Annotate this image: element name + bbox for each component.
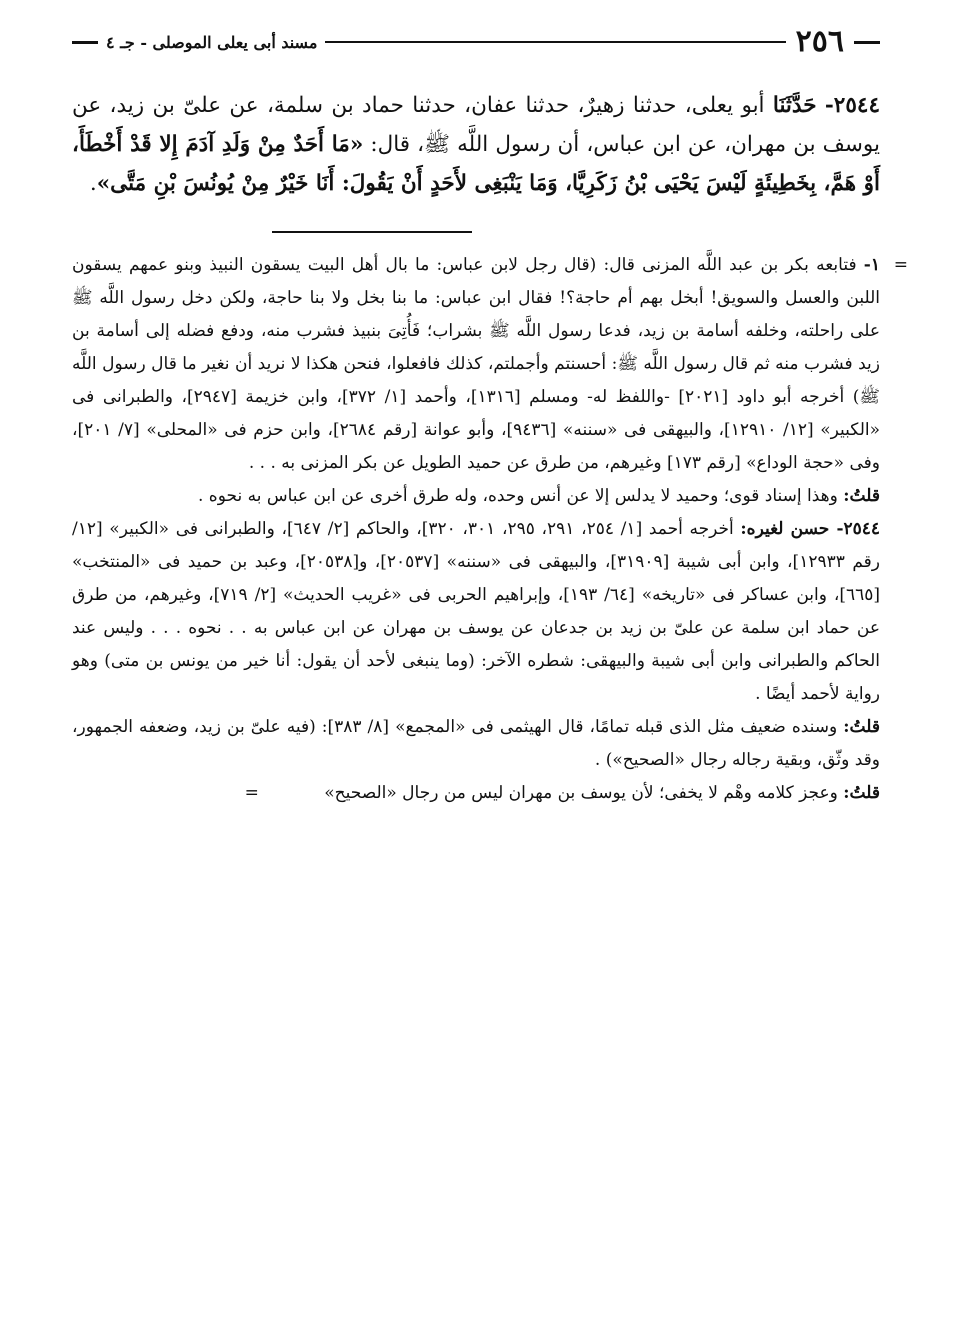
footnote-2544-note-label: قلتُ: <box>843 717 880 737</box>
book-title: مسند أبى يعلى الموصلى - جـ ٤ <box>106 32 318 52</box>
running-header <box>72 18 880 66</box>
page <box>72 18 908 1308</box>
footnote-2544-text: أخرجه أحمد [١/ ٢٥٤، ٢٩١، ٢٩٥، ٣٠١، ٣٢٠]، والحاكم [٢/ ٦٤٧]، والطبرانى فى «الكبير» [١٢/ رقم ١٢٩٣٣]، وابن أبى شيبة [٣١٩٠٩]، والبيهقى فى «سننه» [٢٠٥٣٧]، و[٢٠٥٣٨]، وعبد بن حميد فى «المنتخب» [٦٦٥]، وابن عساكر فى «تاريخه» [٦٤/ ١٩٣]، وإبراهيم الحربى فى «غريب الحديث» [٢/ ٧١٩]، وغيرهم، من طرق عن حماد ابن سلمة عن علىّ بن زيد بن جدعان عن يوسف بن مهران عن ابن عباس به . . نحوه . . . وليس عند الحاكم والطبرانى وابن أبى شيبة والبيهقى: شطره الآخر: (وما ينبغى لأحد أن يقول: أنا خير من يونس بن متى) وهو رواية لأحمد أيضًا . <box>72 519 880 704</box>
footnote-1-note-label: قلتُ: <box>843 486 880 506</box>
footnote-2544-note-text: وسنده ضعيف مثل الذى قبله تمامًا، قال الهيثمى فى «المجمع» [٨/ ٣٨٣]: (فيه علىّ بن زيد، وضعفه الجمهور، وقد وثّق، وبقية رجاله رجال «الصحيح») . <box>72 717 880 770</box>
footnote-final-note-label: قلتُ: <box>843 783 880 803</box>
footnotes <box>72 249 908 810</box>
hadith-number: ٢٥٤٤- <box>824 93 880 118</box>
hadith-end: . <box>89 171 97 196</box>
hadith-matn: «مَا أَحَدٌ مِنْ وَلَدِ آدَمَ إِلا قَدْ أَخْطَأَ، أَوْ هَمَّ، بِخَطِيئَةٍ لَيْسَ يَحْيَى بْنُ زَكَرِيَّا، وَمَا يَنْبَغِى لأَحَدٍ أَنْ يَقُولَ: أَنَا خَيْرٌ مِنْ يُونُسَ بْنِ مَتَّى» <box>72 132 880 196</box>
header-dash-left <box>72 41 98 44</box>
continuation-mark-start: = <box>893 255 908 275</box>
header-dash <box>854 41 880 44</box>
footnote-1-label: ١- <box>863 255 880 275</box>
continuation-mark-end: = <box>244 783 259 803</box>
footnote-final-note <box>72 777 880 810</box>
footnote-final-note-text: وعجز كلامه وهْم لا يخفى؛ لأن يوسف بن مهران ليس من رجال «الصحيح» <box>324 783 844 803</box>
footnote-2544 <box>72 513 880 711</box>
hadith-chain: أبو يعلى، حدثنا زهيرٌ، حدثنا عفان، حدثنا حماد بن سلمة، عن علىّ بن زيد، عن يوسف بن مهران، عن ابن عباس، أن رسول اللَّه ﷺ، قال: <box>72 93 880 157</box>
header-rule-right <box>325 41 785 43</box>
footnote-2544-label: ٢٥٤٤- حسن لغيره: <box>740 519 881 539</box>
page-number: ٢٥٦ <box>795 24 844 59</box>
footnote-separator <box>272 231 472 233</box>
hadith-narration-verb: حَدَّثَنَا <box>772 93 817 118</box>
footnote-1-text: فتابعه بكر بن عبد اللَّه المزنى قال: (قال رجل لابن عباس: ما بال أهل البيت يسقون النبيذ وبنو عمهم يسقون اللبن والعسل والسويق! أبخل بهم أم حاجة؟! فقال ابن عباس: ما بنا بخل ولا بنا حاجة، ولكن دخل رسول اللَّه ﷺ على راحلته، وخلفه أسامة بن زيد، فدعا رسول اللَّه ﷺ بشراب؛ فَأُتِىَ بنبيذ فشرب منه، ودفع فضله إلى أسامة بن زيد فشرب منه ثم قال رسول اللَّه ﷺ: أحسنتم وأجملتم، كذلك فافعلوا، فنحن هكذا لا نريد أن نغير ما قال رسول اللَّه ﷺ) أخرجه أبو داود [٢٠٢١] -واللفظ له- ومسلم [١٣١٦]، وأحمد [١/ ٣٧٢]، وابن خزيمة [٢٩٤٧]، والطبرانى فى «الكبير» [١٢/ ١٢٩١٠]، والبيهقى فى «سننه» [٩٤٣٦]، وأبو عوانة [رقم ٢٦٨٤]، وابن حزم فى «المحلى» [٧/ ٢٠١]، وفى «حجة الوداع» [رقم ١٧٣] وغيرهم، من طرق عن حميد الطويل عن بكر المزنى به . . . <box>72 255 880 473</box>
hadith-text <box>72 86 880 203</box>
footnote-1-note <box>72 480 880 513</box>
footnote-1 <box>72 249 880 480</box>
footnote-2544-note <box>72 711 880 777</box>
footnote-1-note-text: وهذا إسناد قوى؛ وحميد لا يدلس إلا عن أنس وحده، وله طرق أخرى عن ابن عباس به نحوه . <box>197 486 844 506</box>
